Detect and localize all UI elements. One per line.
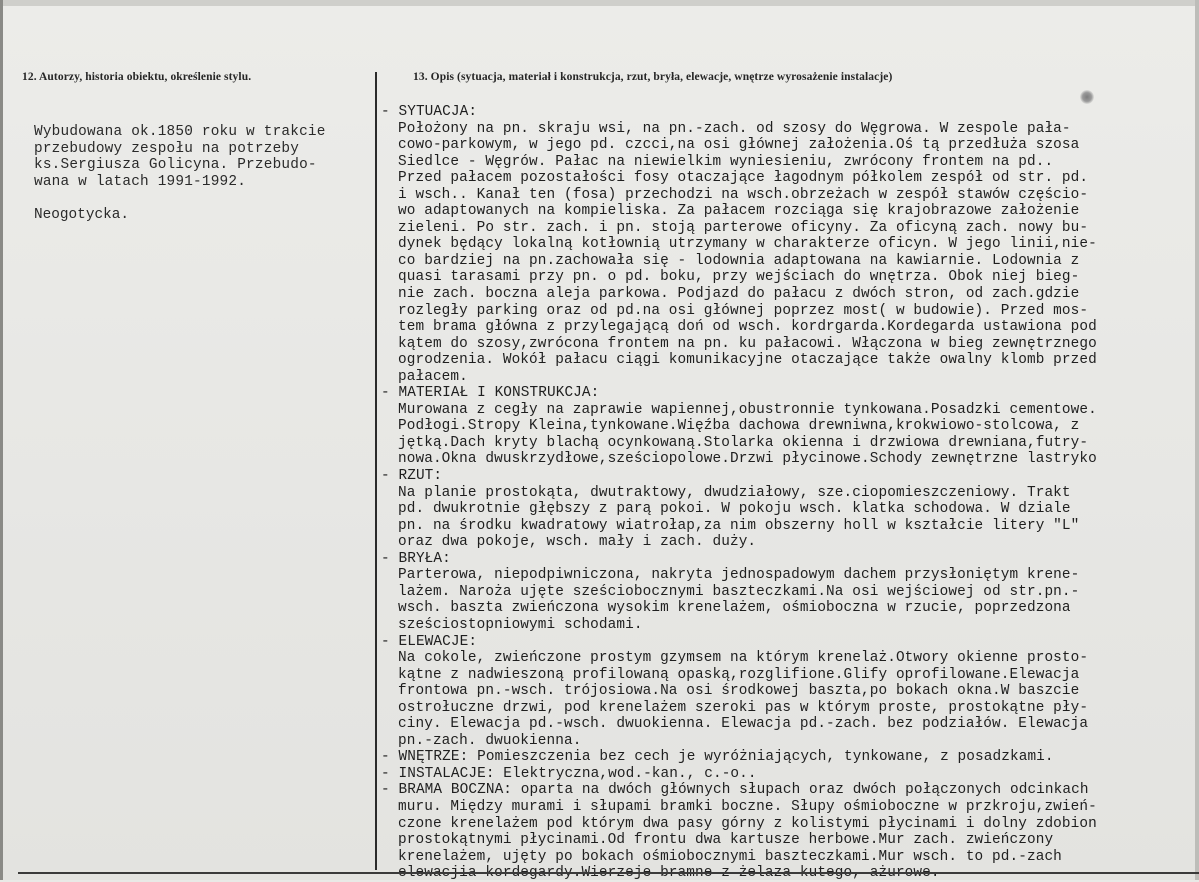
description-line: Murowana z cegły na zaprawie wapiennej,obustronnie tynkowana.Posadzki cementowe.: [398, 401, 1097, 418]
description-line: Na planie prostokąta, dwutraktowy, dwudziałowy, sze.ciopomieszczeniowy. Trakt: [398, 484, 1071, 501]
description-line: kątne z nadwieszoną profilowaną opaską,rozglifione.Glify oprofilowane.Elewacja: [398, 666, 1080, 683]
history-line: Wybudowana ok.1850 roku w trakcie: [34, 124, 326, 140]
history-line: ks.Sergiusza Golicyna. Przebudo-: [34, 157, 317, 174]
description-line: wsch. baszta zwieńczona wysokim krenelażem, ośmioboczna w rzucie, poprzedzona: [398, 600, 1071, 617]
description-line: pd. dwukrotnie głębszy z parą pokoi. W pokoju wsch. klatka schodowa. W dziale: [398, 501, 1071, 518]
description-line: zieleni. Po str. zach. i pn. stoją parterowe oficyny. Za oficyną zach. nowy bu-: [398, 219, 1089, 236]
description-line: lażem. Naroża ujęte sześciobocznymi baszteczkami.Na osi wejściowej od str.pn.-: [398, 583, 1080, 600]
description-line: ogrodzenia. Wokół pałacu ciągi komunikacyjne otaczające także owalny klomb przed: [398, 352, 1097, 369]
description-line: czone krenelażem pod którym dwa pasy górny z kolistymi płycinami i dolny zdobion: [398, 815, 1097, 832]
description-line: nie zach. boczna aleja parkowa. Podjazd do pałacu z dwóch stron, od zach.gdzie: [398, 286, 1080, 303]
description-line: kątem do szosy,zwrócona frontem na pn. ku pałacowi. Włączona w bieg zewnętrznego: [398, 335, 1097, 352]
column-divider: [375, 72, 377, 870]
description-line: pałacem.: [398, 368, 468, 385]
description-line: quasi tarasami przy pn. o pd. boku, przy wejściach do wnętrza. Obok niej bieg-: [398, 269, 1080, 286]
section-heading-line: - WNĘTRZE: Pomieszczenia bez cech je wyróżniających, tynkowane, z posadzkami.: [381, 749, 1054, 766]
description-line: sześciostopniowymi schodami.: [398, 616, 643, 633]
description-line: frontowa pn.-wsch. trójosiowa.Na osi środkowej baszta,po bokach okna.W baszcie: [398, 683, 1080, 700]
description-line: ciny. Elewacja pd.-wsch. dwuokienna. Elewacja pd.-zach. bez podziałów. Elewacja: [398, 716, 1089, 733]
description-line: rozległy parking oraz od pd.na osi głównej poprzez most( w budowie). Przed mos-: [398, 302, 1089, 319]
section-heading-line: - SYTUACJA:: [381, 104, 478, 120]
ink-smudge: [1080, 90, 1094, 104]
description-line: pn. na środku kwadratowy wiatrołap,za nim obszerny holl w kształcie litery "L": [398, 517, 1080, 534]
bottom-rule: [18, 872, 1199, 874]
description-line: co bardziej na pn.zachowała się - lodownia adaptowana na kawiarnie. Lodownia z: [398, 252, 1080, 269]
description-line: dynek będący lokalną kotłownią utrzymany w charakterze oficyn. W jego linii,nie-: [398, 236, 1097, 253]
description-line: krenelażem, ujęty po bokach ośmiobocznymi baszteczkami.Mur wsch. to pd.-zach: [398, 848, 1062, 865]
description-text: [381, 104, 1193, 882]
description-line: i wsch.. Kanał ten (fosa) przechodzi na wsch.obrzeżach w zespół stawów częścio-: [398, 186, 1089, 203]
section-heading-line: - BRYŁA:: [381, 550, 451, 567]
description-line: muru. Między murami i słupami bramki boczne. Słupy ośmioboczne w przkroju,zwień-: [398, 798, 1097, 815]
description-line: prostokątnymi płycinami.Od frontu dwa kartusze herbowe.Mur zach. zwieńczony: [398, 832, 1054, 849]
description-line: pn.-zach. dwuokienna.: [398, 732, 582, 749]
description-line: Parterowa, niepodpiwniczona, nakryta jednospadowym dachem przysłoniętym krene-: [398, 567, 1080, 584]
description-line: ostrołuczne drzwi, pod krenelażem szeroki pas w którym proste, prostokątne pły-: [398, 699, 1089, 716]
description-line: jętką.Dach kryty blachą ocynkowaną.Stolarka okienna i drzwiowa drewniana,futry-: [398, 434, 1089, 451]
right-edge: [1195, 0, 1199, 880]
description-line: Siedlce - Węgrów. Pałac na niewielkim wyniesieniu, zwrócony frontem na pd..: [398, 153, 1054, 170]
left-edge: [0, 0, 3, 880]
description-line: Podłogi.Stropy Kleina,tynkowane.Więźba dachowa drewniwna,krokwiowo-stolcowa, z: [398, 418, 1080, 435]
history-line: przebudowy zespołu na potrzeby: [34, 140, 300, 157]
description-line: cowo-parkowym, w jego pd. czcci,na osi głównej założenia.Oś tą przedłuża szosa: [398, 137, 1080, 154]
section-13-header: 13. Opis (sytuacja, materiał i konstrukcja, rzut, bryła, elewacje, wnętrze wyrosażenie instalacje): [413, 71, 893, 83]
section-12-header: 12. Autorzy, historia obiektu, określenie stylu.: [22, 71, 252, 83]
description-line: Na cokole, zwieńczone prostym gzymsem na którym krenelaż.Otwory okienne prosto-: [398, 650, 1089, 667]
section-heading-line: - RZUT:: [381, 468, 443, 485]
section-heading-line: - MATERIAŁ I KONSTRUKCJA:: [381, 385, 600, 402]
description-line: oraz dwa pokoje, wsch. mały i zach. duży.: [398, 534, 757, 551]
style-designation: Neogotycka.: [34, 207, 129, 223]
top-edge: [0, 0, 1199, 6]
section-heading-line: - ELEWACJE:: [381, 633, 478, 650]
description-line: wo adaptowanych na kompieliska. Za pałacem rozciąga się krajobrazowe założenie: [398, 203, 1080, 220]
description-line: Przed pałacem pozostałości fosy otaczające łagodnym półkolem zespół od str. pd.: [398, 170, 1089, 187]
history-text: [34, 124, 369, 190]
description-line: tem brama główna z przylegającą doń od wsch. kordrgarda.Kordegarda ustawiona pod: [398, 319, 1097, 336]
description-line: Położony na pn. skraju wsi, na pn.-zach. od szosy do Węgrowa. W zespole pała-: [398, 120, 1071, 137]
section-heading-line: - BRAMA BOCZNA: oparta na dwóch głównych słupach oraz dwóch połączonych odcinkach: [381, 782, 1089, 799]
section-heading-line: - INSTALACJE: Elektryczna,wod.-kan., c.-o..: [381, 765, 757, 782]
description-line: nowa.Okna dwuskrzydłowe,sześciopolowe.Drzwi płycinowe.Schody zewnętrzne lastryko: [398, 451, 1097, 468]
history-line: wana w latach 1991-1992.: [34, 173, 247, 190]
